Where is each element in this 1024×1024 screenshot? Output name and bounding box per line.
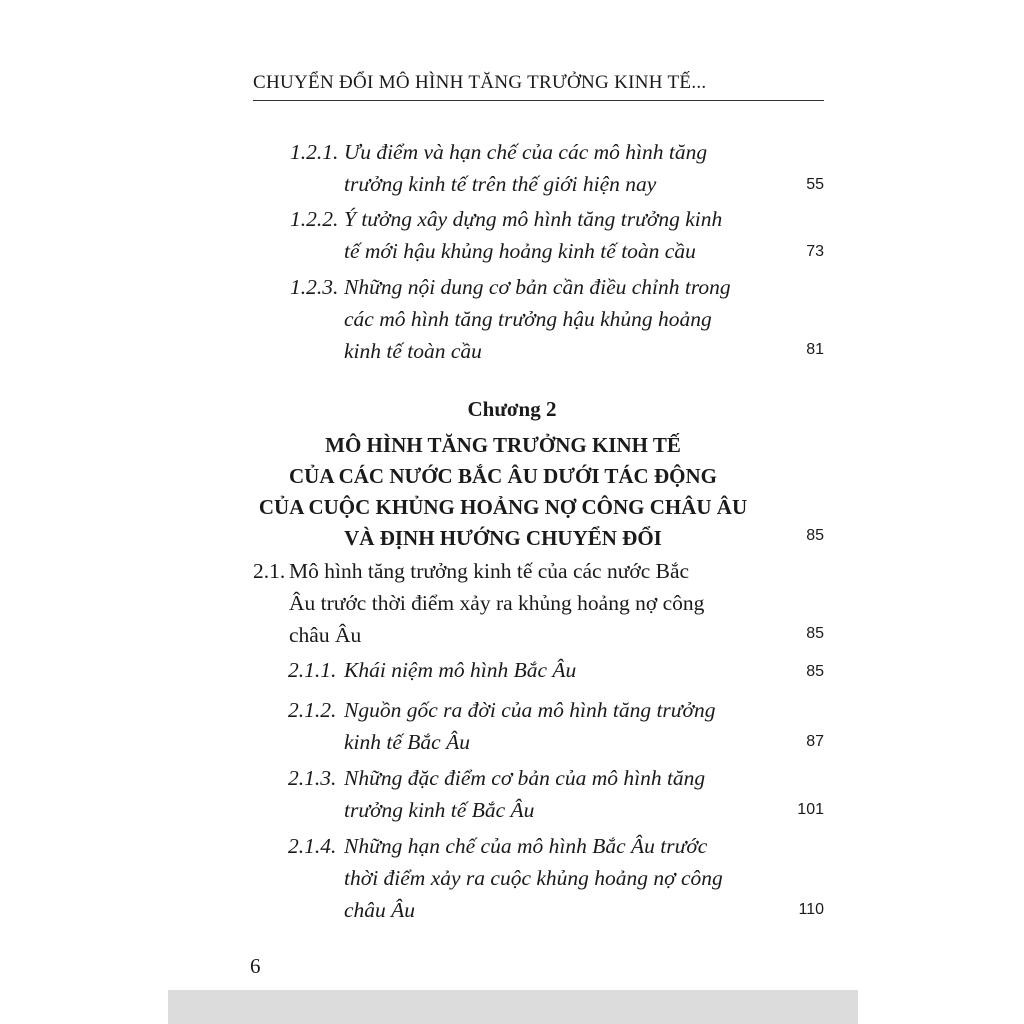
toc-entry-line: kinh tế toàn cầu bbox=[344, 339, 482, 363]
toc-page-number: 101 bbox=[797, 801, 824, 818]
chapter-title-line: VÀ ĐỊNH HƯỚNG CHUYỂN ĐỔI bbox=[344, 526, 662, 550]
toc-entry-line: Những đặc điểm cơ bản của mô hình tăng bbox=[344, 766, 706, 790]
toc-entry-line: kinh tế Bắc Âu bbox=[344, 730, 470, 754]
toc-entry bbox=[288, 694, 763, 758]
toc-page-number: 85 bbox=[806, 663, 824, 680]
toc-page-number: 85 bbox=[806, 625, 824, 642]
toc-entry-line: Những nội dung cơ bản cần điều chỉnh trong bbox=[344, 275, 731, 299]
toc-page-number: 73 bbox=[806, 243, 824, 260]
toc-entry-line: Khái niệm mô hình Bắc Âu bbox=[344, 658, 577, 682]
chapter-title-line: MÔ HÌNH TĂNG TRƯỞNG KINH TẾ bbox=[325, 433, 681, 457]
toc-entry bbox=[290, 136, 760, 200]
toc-entry-line: các mô hình tăng trưởng hậu khủng hoảng bbox=[344, 307, 712, 331]
toc-entry-line: trưởng kinh tế trên thế giới hiện nay bbox=[344, 172, 657, 196]
chapter-label: Chương 2 bbox=[467, 397, 557, 421]
chapter-title-line: CỦA CUỘC KHỦNG HOẢNG NỢ CÔNG CHÂU ÂU bbox=[258, 495, 748, 519]
toc-entry-number: 1.2.1. bbox=[290, 140, 339, 164]
toc-section-line: Mô hình tăng trưởng kinh tế của các nước Bắc bbox=[289, 559, 690, 583]
toc-entry-number: 2.1.3. bbox=[288, 766, 337, 790]
toc-page-number: 87 bbox=[806, 733, 824, 750]
toc-section-line: Âu trước thời điểm xảy ra khủng hoảng nợ công bbox=[289, 591, 705, 615]
toc-entry bbox=[288, 654, 763, 686]
toc-entry bbox=[290, 271, 760, 367]
toc-entry-line: Những hạn chế của mô hình Bắc Âu trước bbox=[344, 834, 708, 858]
running-head: CHUYỂN ĐỔI MÔ HÌNH TĂNG TRƯỞNG KINH TẾ... bbox=[253, 72, 824, 101]
toc-entry bbox=[288, 830, 763, 926]
toc-entry-number: 1.2.2. bbox=[290, 207, 339, 231]
toc-entry-number: 2.1.4. bbox=[288, 834, 337, 858]
toc-section bbox=[253, 555, 763, 651]
toc-entry-line: Ý tưởng xây dựng mô hình tăng trưởng kinh bbox=[344, 207, 723, 231]
toc-entry-line: Ưu điểm và hạn chế của các mô hình tăng bbox=[344, 140, 708, 164]
toc-page-number: 110 bbox=[798, 901, 824, 918]
chapter-title bbox=[250, 430, 756, 554]
toc-entry-line: châu Âu bbox=[344, 898, 416, 922]
toc-entry-number: 2.1.1. bbox=[288, 658, 337, 682]
toc-section-line: châu Âu bbox=[289, 623, 362, 647]
toc-entry bbox=[288, 762, 763, 826]
toc-page-number: 81 bbox=[806, 341, 824, 358]
page-bottom-edge bbox=[168, 990, 858, 1024]
toc-section-number: 2.1. bbox=[253, 559, 286, 583]
toc-page-number: 85 bbox=[806, 527, 824, 544]
toc-entry-line: thời điểm xảy ra cuộc khủng hoảng nợ công bbox=[344, 866, 723, 890]
toc-entry-number: 2.1.2. bbox=[288, 698, 337, 722]
toc-page-number: 55 bbox=[806, 176, 824, 193]
toc-entry-line: Nguồn gốc ra đời của mô hình tăng trưởng bbox=[344, 698, 716, 722]
toc-entry-line: tế mới hậu khủng hoảng kinh tế toàn cầu bbox=[344, 239, 696, 263]
toc-entry-number: 1.2.3. bbox=[290, 275, 339, 299]
chapter-title-line: CỦA CÁC NƯỚC BẮC ÂU DƯỚI TÁC ĐỘNG bbox=[289, 464, 717, 488]
toc-entry bbox=[290, 203, 760, 267]
toc-entry-line: trưởng kinh tế Bắc Âu bbox=[344, 798, 535, 822]
page-number: 6 bbox=[250, 954, 261, 978]
